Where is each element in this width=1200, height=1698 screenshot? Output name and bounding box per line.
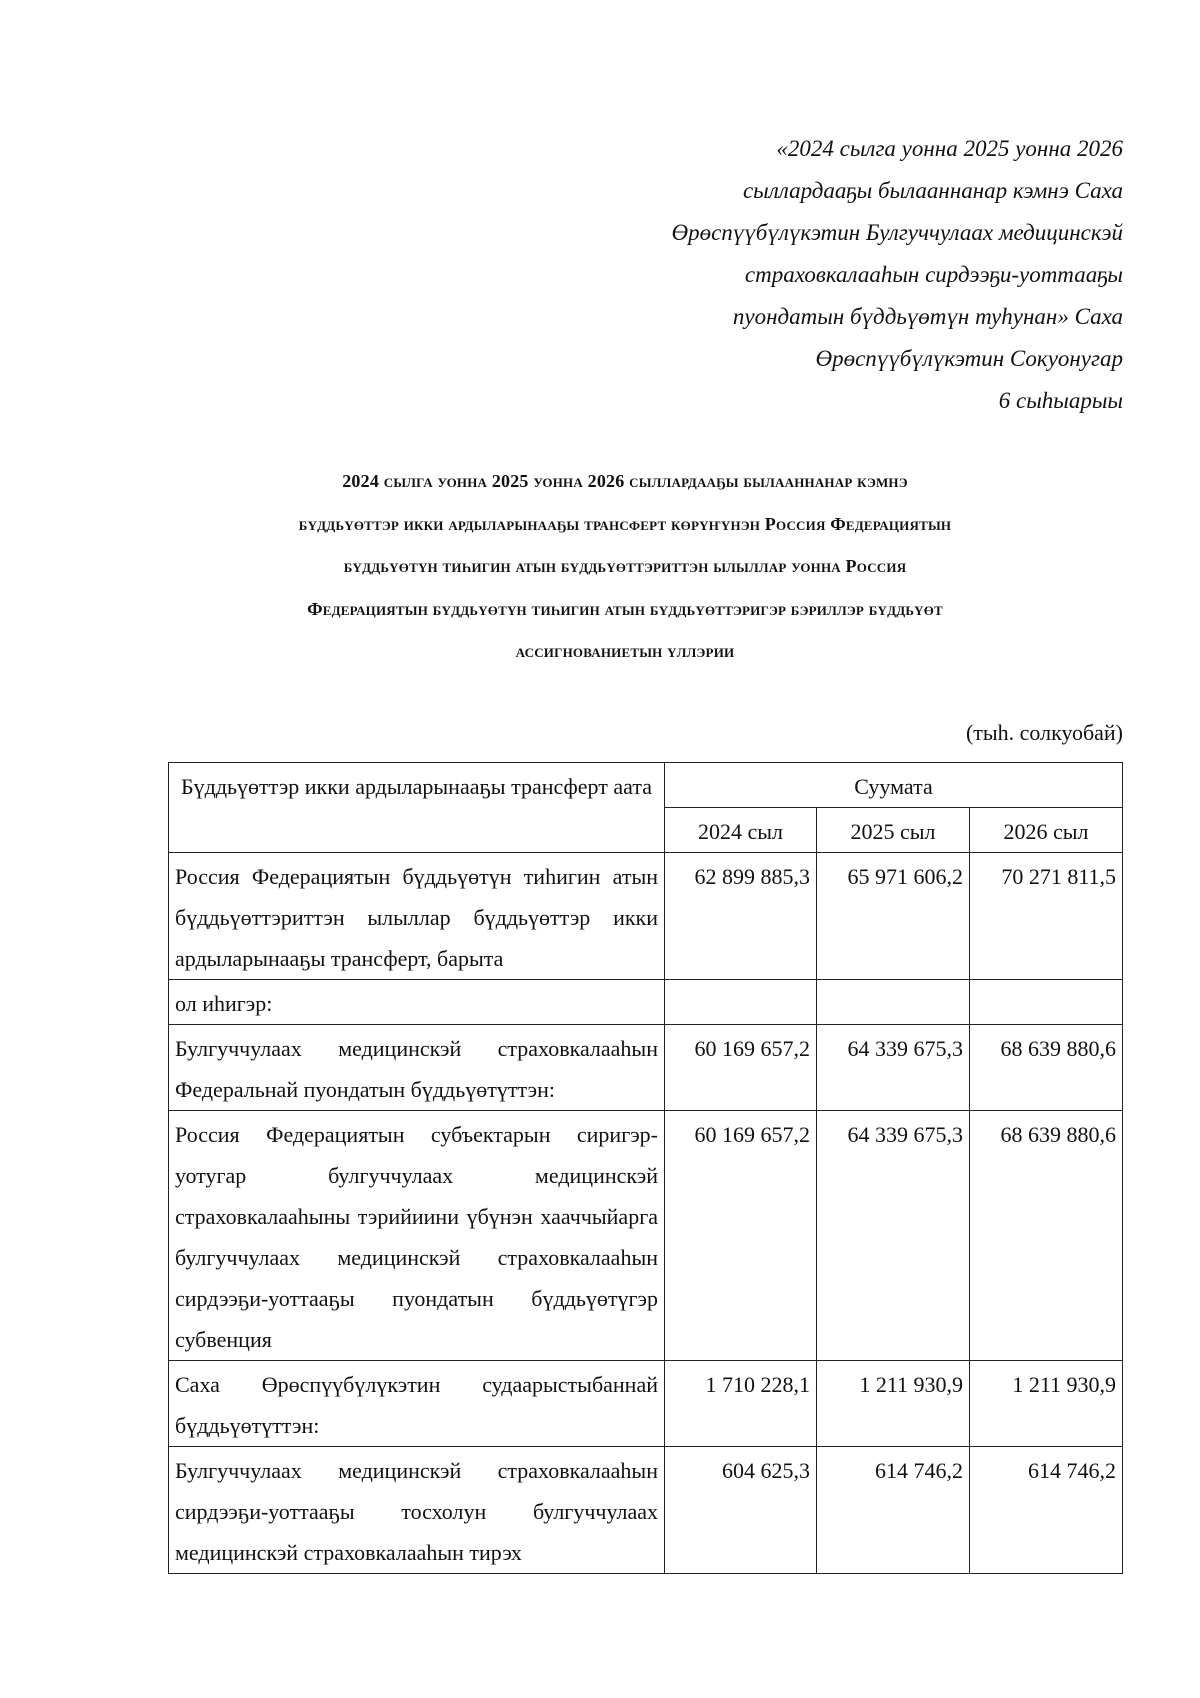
amount-2025: 64 339 675,3 — [817, 1025, 970, 1111]
amount-2024: 60 169 657,2 — [665, 1025, 817, 1111]
amount-2025 — [817, 980, 970, 1025]
sum-header: Суумата — [665, 763, 1123, 808]
table-row — [169, 1447, 1123, 1574]
title-line: бүддьүөттэр икки ардыларынааҕы трансферт көрүҥүнэн Россия Федерациятын — [298, 513, 952, 534]
transfer-name: Россия Федерациятын бүддьүөтүн тиһигин атын бүддьүөттэриттэн ылыллар бүддьүөттэр икки ардыларынааҕы трансферт, барыта — [169, 853, 665, 980]
amount-2026: 614 746,2 — [970, 1447, 1123, 1574]
title-line: 2024 сылга уонна 2025 уонна 2026 сыллардааҕы былааннанар кэмнэ — [342, 471, 908, 491]
amount-2024: 1 710 228,1 — [665, 1361, 817, 1447]
appendix-note-line: страховкалааһын сирдээҕи-уоттааҕы — [744, 262, 1123, 287]
year-2024-header: 2024 сыл — [665, 808, 817, 853]
amount-2026: 68 639 880,6 — [970, 1025, 1123, 1111]
transfer-name: Саха Өрөспүүбүлүкэтин судаарыстыбаннай бүддьүөтүттэн: — [169, 1361, 665, 1447]
units-label: (тыһ. солкуобай) — [965, 720, 1123, 745]
title-line: ассигнованиетын үллэрии — [515, 641, 735, 661]
amount-2025: 614 746,2 — [817, 1447, 970, 1574]
transfer-name-header: Бүддьүөттэр икки ардыларынааҕы трансферт аата — [169, 763, 665, 853]
transfer-name: Россия Федерациятын субъектарын сиригэр-уотугар булгуччулаах медицинскэй страховкалааһыны тэрийиини үбүнэн хааччыйарга булгуччулаах медицинскэй страховкалааһын сирдээҕи-уоттааҕы пуондатын бүддьүөтүгэр субвенция — [169, 1111, 665, 1361]
transfer-name: Булгуччулаах медицинскэй страховкалааһын Федеральнай пуондатын бүддьүөтүттэн: — [169, 1025, 665, 1111]
appendix-note-line: 6 сыһыарыы — [998, 388, 1123, 413]
table-row — [169, 1025, 1123, 1111]
appendix-note — [560, 128, 1123, 422]
year-2026-header: 2026 сыл — [970, 808, 1123, 853]
table-header-row — [169, 763, 1123, 808]
amount-2024: 604 625,3 — [665, 1447, 817, 1574]
amount-2025: 64 339 675,3 — [817, 1111, 970, 1361]
transfer-name: Булгуччулаах медицинскэй страховкалааһын сирдээҕи-уоттааҕы тосхолун булгуччулаах медицинскэй страховкалааһын тирэх — [169, 1447, 665, 1574]
amount-2024: 60 169 657,2 — [665, 1111, 817, 1361]
amount-2024 — [665, 980, 817, 1025]
title-line: Федерациятын бүддьүөтүн тиһигин атын бүддьүөттэригэр бэриллэр бүддьүөт — [307, 598, 943, 619]
amount-2026: 68 639 880,6 — [970, 1111, 1123, 1361]
amount-2025: 1 211 930,9 — [817, 1361, 970, 1447]
budget-table — [168, 762, 1123, 1574]
document-title — [150, 460, 1100, 673]
table-row — [169, 980, 1123, 1025]
transfer-name: ол иһигэр: — [169, 980, 665, 1025]
appendix-note-line: Өрөспүүбүлүкэтин Булгуччулаах медицинскэй — [671, 220, 1123, 245]
title-line: бүддьүөтүн тиһигин атын бүддьүөттэриттэн ылыллар уонна Россия — [343, 556, 907, 576]
table-row — [169, 853, 1123, 980]
year-2025-header: 2025 сыл — [817, 808, 970, 853]
table-row — [169, 1111, 1123, 1361]
appendix-note-line: Өрөспүүбүлүкэтин Сокуонугар — [815, 346, 1123, 371]
amount-2026 — [970, 980, 1123, 1025]
appendix-note-line: «2024 сылга уонна 2025 уонна 2026 — [776, 136, 1123, 161]
amount-2024: 62 899 885,3 — [665, 853, 817, 980]
amount-2026: 1 211 930,9 — [970, 1361, 1123, 1447]
appendix-note-line: сыллардааҕы былааннанар кэмнэ Саха — [742, 178, 1123, 203]
amount-2026: 70 271 811,5 — [970, 853, 1123, 980]
table-row — [169, 1361, 1123, 1447]
appendix-note-line: пуондатын бүддьүөтүн туһунан» Саха — [732, 304, 1123, 329]
amount-2025: 65 971 606,2 — [817, 853, 970, 980]
